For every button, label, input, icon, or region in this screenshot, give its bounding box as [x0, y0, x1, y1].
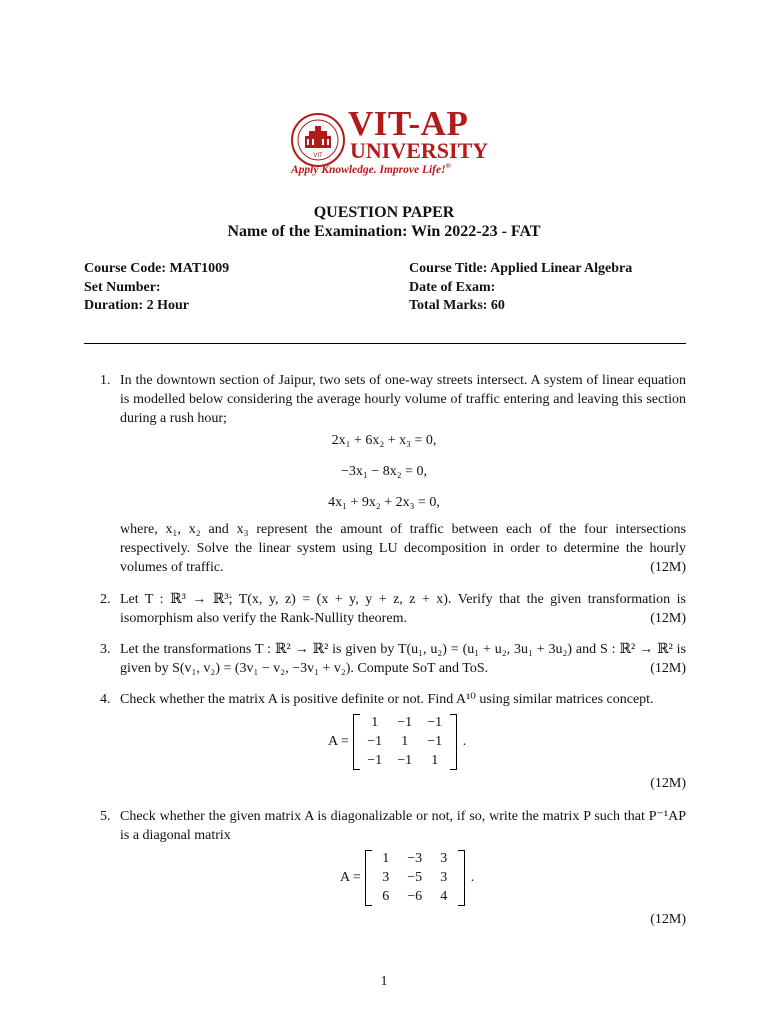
question-5-marks: (12M): [650, 912, 686, 927]
course-title: Course Title: Applied Linear Algebra: [409, 261, 633, 276]
question-number: 2.: [100, 592, 111, 607]
matrix-cell: −6: [407, 889, 423, 904]
total-marks: Total Marks: 60: [409, 298, 505, 313]
exam-date: Date of Exam:: [409, 279, 496, 295]
equation-1: 2x₁ + 6x₂ + x₃ = 0,: [331, 433, 437, 448]
matrix-cell: 1: [371, 715, 379, 730]
meta-right: [409, 260, 632, 316]
question-number: 5.: [100, 809, 111, 824]
matrix-a-q5: [340, 850, 474, 906]
question-marks: (12M): [650, 661, 686, 676]
left-bracket: [365, 850, 372, 906]
question-text: Check whether the matrix A is positive definite or not. Find A¹⁰ using similar matrices concept.: [120, 692, 654, 707]
question-text: [120, 520, 686, 577]
question-3: [100, 640, 686, 678]
matrix-cell: 3: [440, 870, 448, 885]
matrix-cell: 1: [431, 753, 439, 768]
exam-name: Name of the Examination: Win 2022-23 - FAT: [227, 223, 541, 240]
matrix-a-q4: [328, 714, 466, 770]
matrix-period: .: [470, 870, 475, 885]
equation-2: −3x₁ − 8x₂ = 0,: [341, 464, 427, 479]
question-number: 1.: [100, 373, 111, 388]
matrix-cell: −1: [427, 734, 443, 749]
question-text: [120, 640, 686, 678]
equation-3: 4x₁ + 9x₂ + 2x₃ = 0,: [328, 495, 440, 510]
matrix-cell: 6: [382, 889, 390, 904]
question-text-2: where, x₁, x₂ and x₃ represent the amount of traffic between each of the four intersections respectively. Solve the linear system using LU decomposition in order to determine the hourly volumes of traffic.: [120, 522, 686, 575]
question-2: [100, 590, 686, 628]
matrix-entries: [372, 850, 458, 906]
question-4-marks: (12M): [650, 776, 686, 791]
question-5: [100, 807, 686, 845]
matrix-cell: 4: [440, 889, 448, 904]
left-bracket: [353, 714, 360, 770]
matrix-cell: −1: [397, 715, 413, 730]
set-number: Set Number:: [84, 279, 161, 295]
right-bracket: [458, 850, 465, 906]
tagline-text: Apply Knowledge. Improve Life!: [291, 163, 446, 176]
university-logo: [288, 106, 488, 178]
question-number: 3.: [100, 642, 111, 657]
question-4: [100, 690, 686, 709]
matrix-label: A =: [340, 870, 361, 885]
matrix-cell: −1: [397, 753, 413, 768]
matrix-cell: 1: [382, 851, 390, 866]
course-code: Course Code: MAT1009: [84, 261, 230, 276]
matrix-cell: 1: [401, 734, 409, 749]
header-divider: [84, 343, 686, 344]
matrix-label: A =: [328, 734, 349, 749]
question-marks: (12M): [650, 560, 686, 575]
matrix-cell: −5: [407, 870, 423, 885]
question-text: [120, 590, 686, 628]
question-body: Let T : ℝ³ → ℝ³; T(x, y, z) = (x + y, y + z, z + x). Verify that the given transformation is isomorphism also verify the Rank-Nullity theorem.: [120, 592, 686, 626]
matrix-cell: 3: [440, 851, 448, 866]
question-number: 4.: [100, 692, 111, 707]
registered-mark: ®: [445, 162, 451, 170]
university-name: VIT-AP: [348, 104, 469, 143]
question-marks: (12M): [650, 611, 686, 626]
matrix-cell: 3: [382, 870, 390, 885]
question-1-continued: [100, 520, 686, 577]
meta-left: [84, 260, 229, 316]
matrix-period: .: [462, 734, 467, 749]
matrix-cell: −3: [407, 851, 423, 866]
matrix-entries: [360, 714, 450, 770]
seal-text: VIT: [313, 153, 323, 159]
page-number: 1: [380, 974, 388, 989]
university-subtitle: UNIVERSITY: [350, 138, 489, 163]
paper-title: QUESTION PAPER: [313, 204, 455, 221]
university-tagline: [291, 162, 451, 176]
question-text: Check whether the given matrix A is diagonalizable or not, if so, write the matrix P such that P⁻¹AP is a diagonal matrix: [120, 809, 686, 843]
right-bracket: [450, 714, 457, 770]
university-seal-icon: [290, 112, 346, 168]
question-1: [100, 371, 686, 428]
question-body: Let the transformations T : ℝ² → ℝ² is given by T(u₁, u₂) = (u₁ + u₂, 3u₁ + 3u₂) and S : ℝ² → ℝ² is given by S(v₁, v₂) = (3v₁ − v₂, −3v₁ + v₂). Compute SoT and ToS.: [120, 642, 686, 676]
duration: Duration: 2 Hour: [84, 298, 189, 313]
matrix-cell: −1: [427, 715, 443, 730]
matrix-cell: −1: [367, 734, 383, 749]
question-text: In the downtown section of Jaipur, two sets of one-way streets intersect. A system of linear equation is modelled below considering the average hourly volume of traffic entering and leaving this section during a rush hour;: [120, 373, 686, 426]
matrix-cell: −1: [367, 753, 383, 768]
